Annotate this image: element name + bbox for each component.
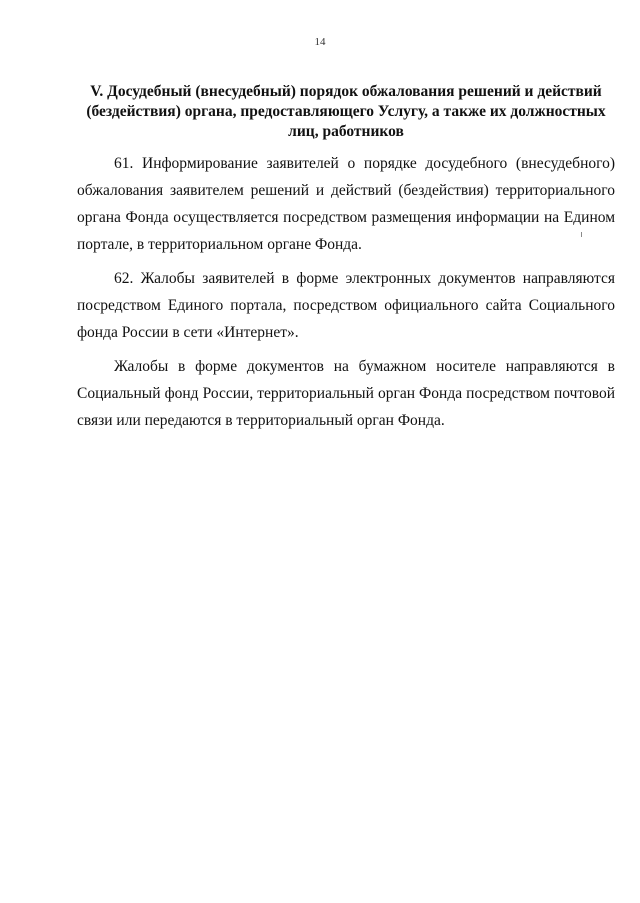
paragraph-line: Жалобы в форме документов на бумажном носителе направляются в <box>114 358 615 375</box>
paragraph-line: 62. Жалобы заявителей в форме электронных документов направляются <box>114 270 615 287</box>
section-heading-line: лиц, работников <box>288 123 404 140</box>
document-body <box>77 150 615 441</box>
paragraph-line: органа Фонда осуществляется посредством размещения информации на Едином <box>77 209 615 226</box>
scan-speck <box>581 232 582 237</box>
paragraph-61 <box>77 150 615 258</box>
paragraph-line: посредством Единого портала, посредством официального сайта Социального <box>77 297 615 314</box>
paragraph-line: фонда России в сети «Интернет». <box>77 324 299 341</box>
paragraph-line: Социальный фонд России, территориальный орган Фонда посредством почтовой <box>77 385 615 402</box>
paragraph-62 <box>77 265 615 346</box>
paragraph-line: связи или передаются в территориальный орган Фонда. <box>77 412 445 429</box>
paragraph-line: портале, в территориальном органе Фонда. <box>77 236 362 253</box>
section-heading-line: (бездействия) органа, предоставляющего Услугу, а также их должностных <box>86 103 606 120</box>
paragraph-paper-complaints <box>77 353 615 434</box>
section-heading <box>76 82 616 142</box>
page-number: 14 <box>314 36 326 48</box>
section-heading-line: V. Досудебный (внесудебный) порядок обжалования решений и действий <box>90 83 602 100</box>
paragraph-line: обжалования заявителем решений и действий (бездействия) территориального <box>77 182 615 199</box>
paragraph-line: 61. Информирование заявителей о порядке досудебного (внесудебного) <box>114 155 615 172</box>
